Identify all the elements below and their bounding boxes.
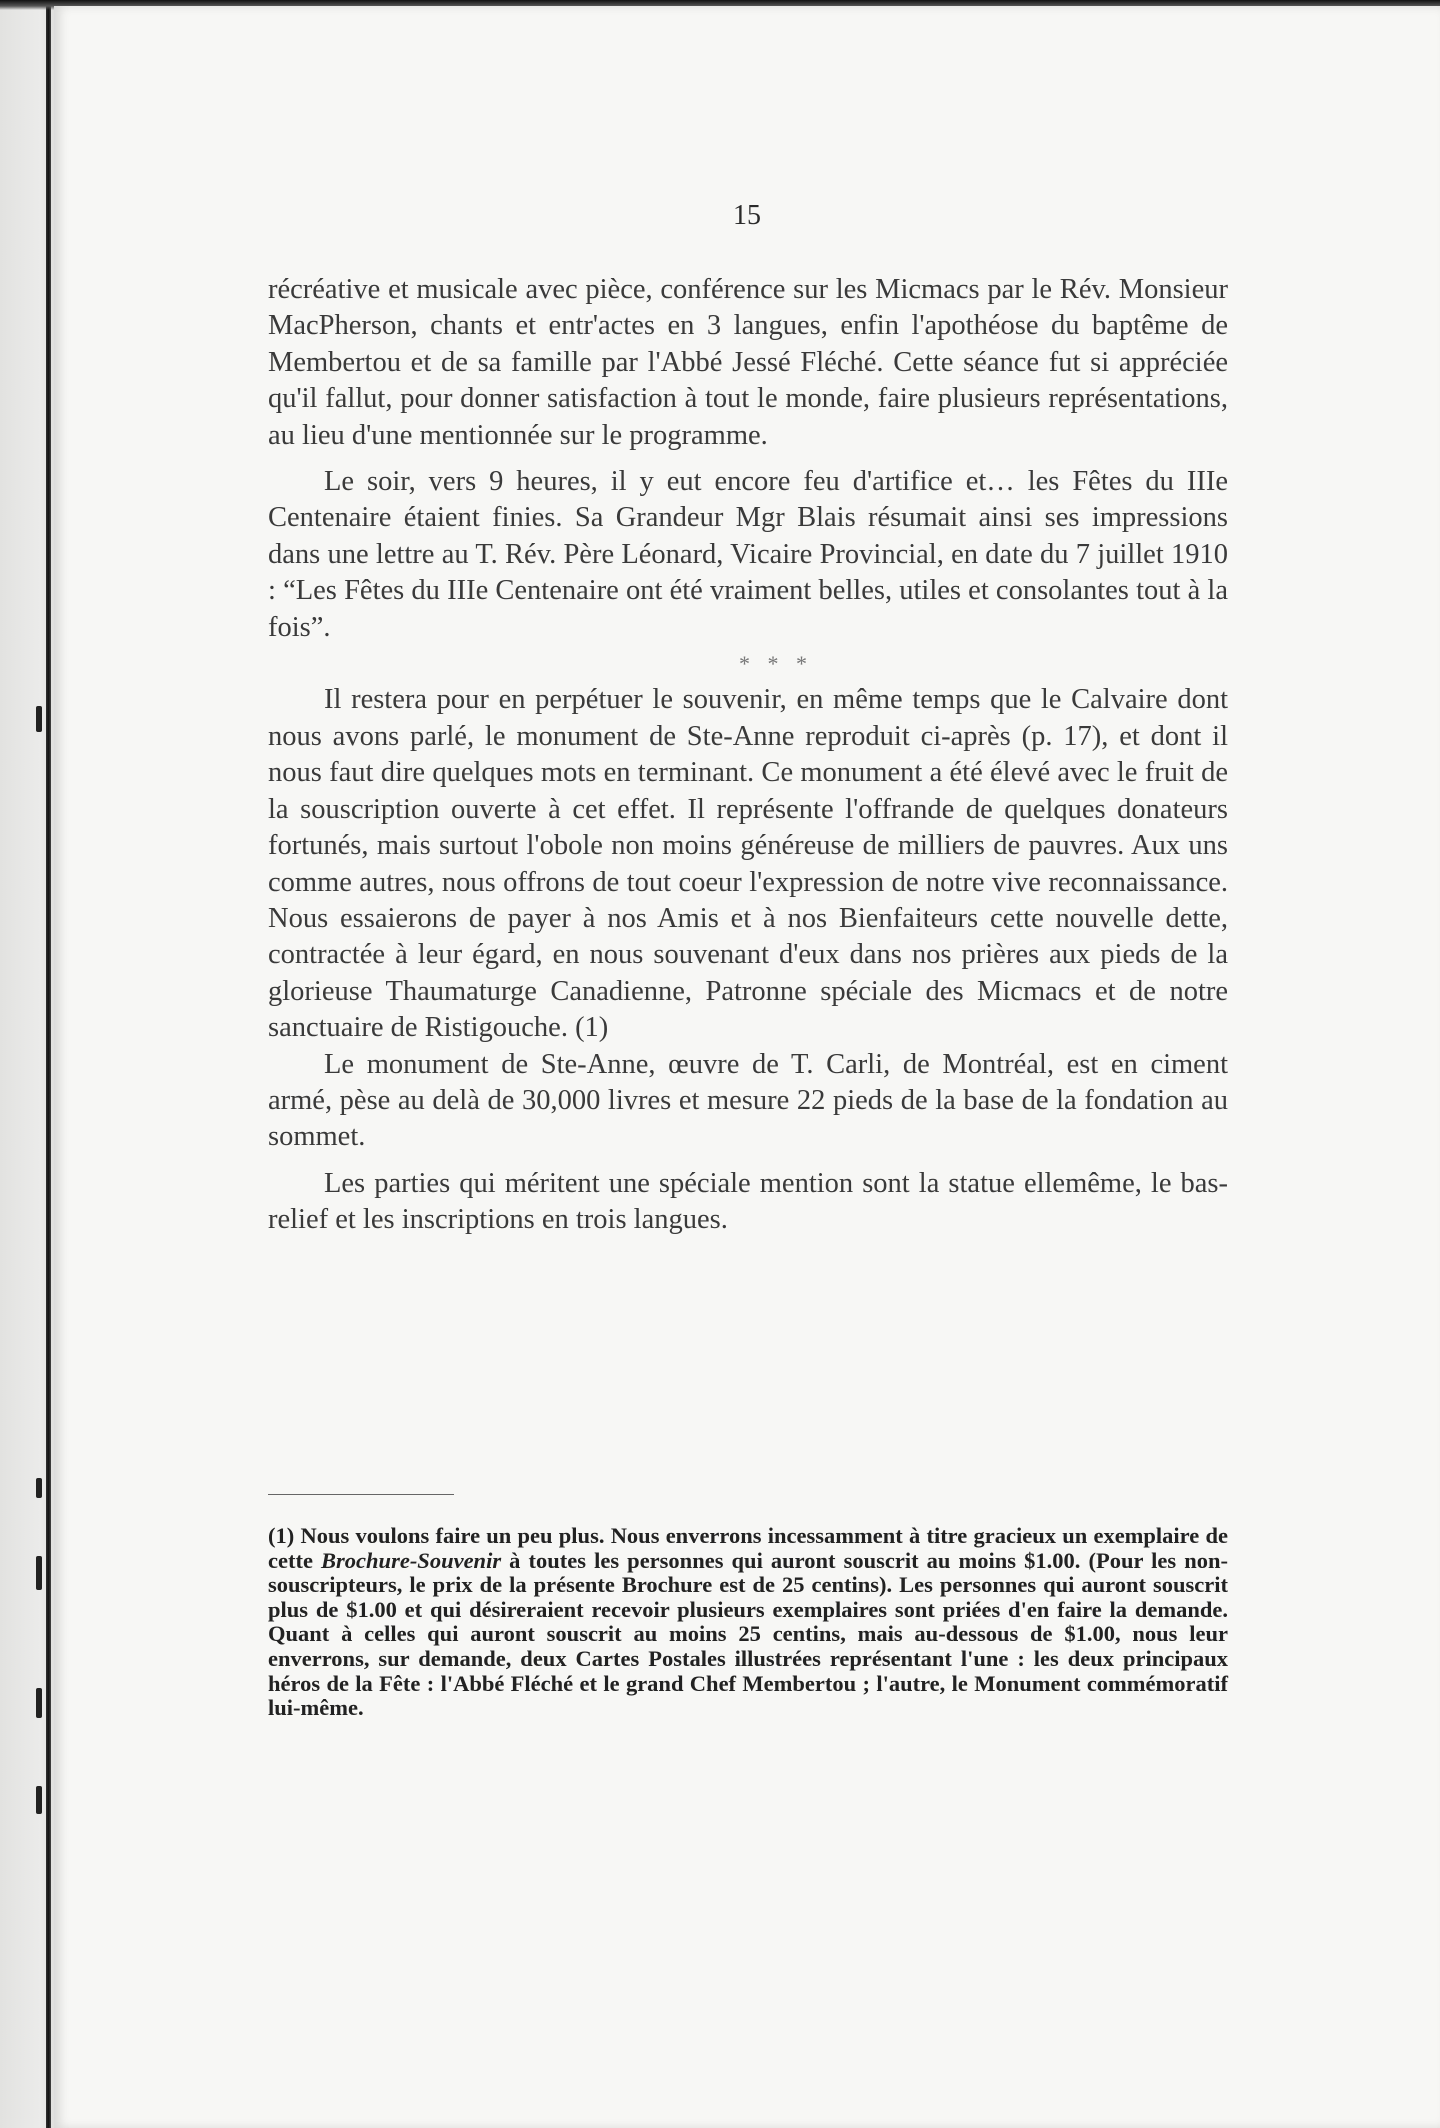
footnote [268,1524,1228,1721]
footnote-text [268,1524,1228,1721]
paragraph: Le monument de Ste-Anne, œuvre de T. Carli, de Montréal, est en ciment armé, pèse au delà de 30,000 livres et mesure 22 pieds de la base de la fondation au sommet. [268,1048,1228,1153]
body-text [268,272,1228,1239]
edge-mark [36,1556,42,1590]
paragraph: Les parties qui méritent une spéciale mention sont la statue ellemême, le bas-relief et les inscriptions en trois langues. [268,1167,1228,1236]
binding-line [46,0,51,2128]
footnote-text-end: à toutes les personnes qui auront souscrit au moins $1.00. (Pour les non-souscripteurs, le prix de la présente Brochure est de 25 centins). Les personnes qui auront souscrit plus de $1.00 et qui désireraient recevoir plusieurs exemplaires sont priées d'en faire la demande. Quant à celles qui auront souscrit au moins 25 centins, mais au-dessous de $1.00, nous leur enverrons, sur demande, deux Cartes Postales illustrées représentant l'une : les deux principaux héros de la Fête : l'Abbé Fléché et le grand Chef Membertou ; l'autre, le Monument commémoratif lui-même. [268,1547,1228,1721]
book-page [54,6,1440,2128]
edge-mark [36,1688,42,1718]
edge-mark [36,1478,42,1498]
footnote-italic-title: Brochure-Souvenir [321,1547,502,1573]
section-separator: * * * [739,651,813,677]
paragraph: Le soir, vers 9 heures, il y eut encore feu d'artifice et… les Fêtes du IIIe Centenaire étaient finies. Sa Grandeur Mgr Blais résumait ainsi ses impressions dans une lettre au T. Rév. Père Léonard, Vicaire Provincial, en date du 7 juillet 1910 : “Les Fêtes du IIIe Centenaire ont été vraiment belles, utiles et consolantes tout à la fois”. [268,466,1228,643]
paragraph: Il restera pour en perpétuer le souvenir, en même temps que le Calvaire dont nous avons parlé, le monument de Ste-Anne reproduit ci-après (p. 17), et dont il nous faut dire quelques mots en terminant. Ce monument a été élevé avec le fruit de la souscription ouverte à cet effet. Il représente l'offrande de quelques donateurs fortunés, mais surtout l'obole non moins généreuse de milliers de pauvres. Aux uns comme autres, nous offrons de tout coeur l'expression de notre vive reconnaissance. Nous essaierons de payer à nos Amis et à nos Bienfaiteurs cette nouvelle dette, contractée à leur égard, en nous souvenant d'eux dans nos prières aux pieds de la glorieuse Thaumaturge Canadienne, Patronne spéciale des Micmacs et de notre sanctuaire de Ristigouche. (1) [268,684,1228,1044]
paragraph: récréative et musicale avec pièce, conférence sur les Micmacs par le Rév. Monsieur MacPherson, chants et entr'actes en 3 langues, enfin l'apothéose du baptême de Membertou et de sa famille par l'Abbé Jessé Fléché. Cette séance fut si appréciée qu'il fallut, pour donner satisfaction à tout le monde, faire plusieurs représentations, au lieu d'une mentionnée sur le programme. [268,274,1228,451]
page-number: 15 [733,200,761,231]
footnote-text-start: (1) Nous voulons faire un peu plus. Nous enverrons incessamment à titre gracieux un exemplaire de cette [268,1523,1228,1573]
edge-mark [36,706,42,732]
footnote-rule [268,1494,454,1495]
edge-mark [36,1786,42,1814]
